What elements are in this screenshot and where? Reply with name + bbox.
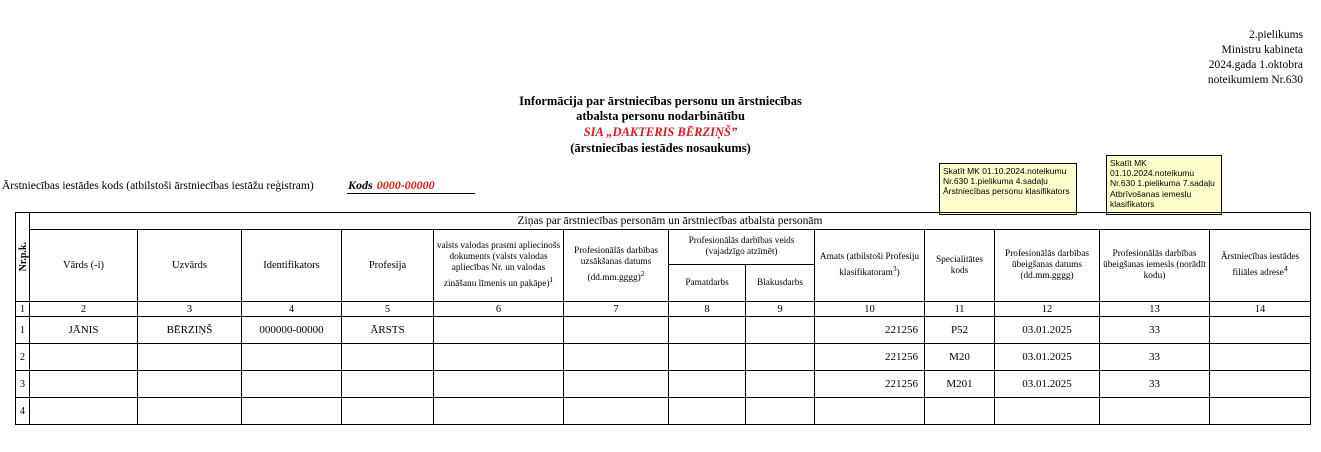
meta-line-3: 2024.gada 1.oktobra — [1208, 59, 1303, 71]
cell-beigsanas-datums[interactable]: 03.01.2025 — [995, 317, 1100, 344]
cell-beigsanas-iemesls[interactable] — [1100, 398, 1210, 425]
meta-line-1: 2.pielikums — [1249, 29, 1303, 41]
cell-uzvards[interactable] — [138, 371, 242, 398]
column-number-row — [16, 302, 1311, 317]
cell-valsts-valoda[interactable] — [434, 344, 564, 371]
meta-line-4: noteikumiem Nr.630 — [1207, 74, 1303, 86]
cell-vards[interactable]: JĀNIS — [30, 317, 138, 344]
note-persons-classifier: Skatīt MK 01.10.2024.noteikumu Nr.630 1.pielikuma 4.sadaļu Ārstniecības personu klasifikators — [939, 163, 1077, 215]
row-nr: 4 — [16, 398, 30, 425]
cell-identifikators[interactable] — [242, 398, 342, 425]
header-valsts-valoda-sup: 1 — [549, 274, 554, 284]
document-title-block — [0, 94, 1321, 156]
cell-vards[interactable] — [30, 398, 138, 425]
cell-amats[interactable]: 221256 — [815, 344, 925, 371]
header-uzsaksanas-datums — [564, 230, 669, 302]
cell-filiales-adrese[interactable] — [1210, 371, 1311, 398]
cell-filiales-adrese[interactable] — [1210, 317, 1311, 344]
header-uzsaksanas-datums-text: Profesionālās darbības uzsākšanas datums (dd.mm.gggg) — [574, 246, 658, 284]
header-nr — [16, 213, 30, 302]
colnum-6: 6 — [434, 302, 564, 317]
cell-specialitates-kods[interactable]: M201 — [925, 371, 995, 398]
row-nr: 3 — [16, 371, 30, 398]
cell-vards[interactable] — [30, 344, 138, 371]
header-filiales-adrese-sup: 4 — [1283, 263, 1288, 273]
colnum-9: 9 — [746, 302, 815, 317]
colnum-3: 3 — [138, 302, 242, 317]
cell-valsts-valoda[interactable] — [434, 371, 564, 398]
cell-amats[interactable]: 221256 — [815, 371, 925, 398]
header-beigsanas-datums: Profesionālās darbības ūbeigšanas datums (dd.mm.gggg) — [995, 230, 1100, 302]
cell-uzvards[interactable]: BĒRZIŅŠ — [138, 317, 242, 344]
cell-uzsaksanas-datums[interactable] — [564, 398, 669, 425]
table-row[interactable] — [16, 317, 1311, 344]
cell-profesija[interactable] — [342, 371, 434, 398]
cell-pamatdarbs[interactable] — [669, 317, 746, 344]
cell-identifikators[interactable] — [242, 371, 342, 398]
institution-code-value — [348, 178, 435, 193]
cell-blakusdarbs[interactable] — [746, 371, 815, 398]
cell-vards[interactable] — [30, 371, 138, 398]
cell-uzsaksanas-datums[interactable] — [564, 344, 669, 371]
header-amats — [815, 230, 925, 302]
cell-pamatdarbs[interactable] — [669, 371, 746, 398]
cell-filiales-adrese[interactable] — [1210, 398, 1311, 425]
cell-uzvards[interactable] — [138, 398, 242, 425]
header-amats-text: Amats (atbilstoši Profesiju klasifikatoram — [819, 251, 920, 279]
title-subtitle: (ārstniecības iestādes nosaukums) — [570, 141, 751, 155]
colnum-4: 4 — [242, 302, 342, 317]
colnum-13: 13 — [1100, 302, 1210, 317]
institution-code-label: Ārstniecības iestādes kods (atbilstoši ārstniecības iestāžu reģistram) — [2, 180, 314, 192]
table-row[interactable] — [16, 371, 1311, 398]
header-uzvards: Uzvārds — [138, 230, 242, 302]
company-name: SIA „DAKTERIS BĒRZIŅŠ” — [583, 125, 738, 139]
cell-identifikators[interactable]: 000000-00000 — [242, 317, 342, 344]
cell-specialitates-kods[interactable]: P52 — [925, 317, 995, 344]
table-header-row-1 — [16, 230, 1311, 265]
code-underline — [347, 193, 475, 194]
colnum-1: 1 — [16, 302, 30, 317]
header-specialitates-kods: Specialitātes kods — [925, 230, 995, 302]
cell-profesija[interactable] — [342, 398, 434, 425]
colnum-7: 7 — [564, 302, 669, 317]
cell-blakusdarbs[interactable] — [746, 398, 815, 425]
colnum-10: 10 — [815, 302, 925, 317]
title-line-1: Informācija par ārstniecības personu un ārstniecības — [519, 94, 802, 108]
cell-uzsaksanas-datums[interactable] — [564, 317, 669, 344]
code-word: Kods — [348, 178, 373, 192]
header-amats-end: ) — [896, 268, 900, 279]
header-darbibas-veids: Profesionālās darbības veids (vajadzīgo atzīmēt) — [669, 230, 815, 265]
title-line-2: atbalsta personu nodarbinātību — [576, 109, 745, 123]
header-filiales-adrese-text: Ārstniecības iestādes filiāles adrese — [1220, 251, 1300, 279]
cell-identifikators[interactable] — [242, 344, 342, 371]
colnum-2: 2 — [30, 302, 138, 317]
cell-beigsanas-datums[interactable]: 03.01.2025 — [995, 344, 1100, 371]
cell-filiales-adrese[interactable] — [1210, 344, 1311, 371]
cell-beigsanas-datums[interactable]: 03.01.2025 — [995, 371, 1100, 398]
header-valsts-valoda-text: valsts valodas prasmi apliecinošs dokuments (valsts valodas apliecības Nr. un valodas zināšanu līmenis un pakāpe) — [436, 240, 561, 290]
colnum-8: 8 — [669, 302, 746, 317]
colnum-12: 12 — [995, 302, 1100, 317]
header-amats-sup: 3 — [892, 263, 897, 273]
colnum-11: 11 — [925, 302, 995, 317]
cell-specialitates-kods[interactable]: M20 — [925, 344, 995, 371]
cell-specialitates-kods[interactable] — [925, 398, 995, 425]
header-uzsaksanas-datums-sup: 2 — [640, 269, 645, 279]
cell-profesija[interactable] — [342, 344, 434, 371]
note-dismissal-classifier: Skatīt MK 01.10.2024.noteikumu Nr.630 1.pielikuma 7.sadaļu Atbrīvošanas iemeslu klasifikators — [1106, 155, 1222, 215]
header-valsts-valoda — [434, 230, 564, 302]
header-identifikators: Identifikators — [242, 230, 342, 302]
header-vards: Vārds (-i) — [30, 230, 138, 302]
header-nr-label: Nr.p.k. — [18, 242, 29, 272]
employment-table — [15, 212, 1311, 425]
cell-beigsanas-iemesls[interactable]: 33 — [1100, 317, 1210, 344]
table-band-row — [16, 213, 1311, 230]
header-filiales-adrese — [1210, 230, 1311, 302]
row-nr: 1 — [16, 317, 30, 344]
header-profesija: Profesija — [342, 230, 434, 302]
cell-pamatdarbs[interactable] — [669, 344, 746, 371]
cell-valsts-valoda[interactable] — [434, 398, 564, 425]
cell-uzsaksanas-datums[interactable] — [564, 371, 669, 398]
header-pamatdarbs: Pamatdarbs — [669, 265, 746, 302]
code-number: 0000-00000 — [376, 178, 435, 192]
colnum-5: 5 — [342, 302, 434, 317]
cell-amats[interactable]: 221256 — [815, 317, 925, 344]
row-nr: 2 — [16, 344, 30, 371]
header-blakusdarbs: Blakusdarbs — [746, 265, 815, 302]
meta-line-2: Ministru kabineta — [1221, 44, 1303, 56]
cell-uzvards[interactable] — [138, 344, 242, 371]
cell-beigsanas-iemesls[interactable]: 33 — [1100, 344, 1210, 371]
document-meta — [1208, 28, 1303, 88]
cell-beigsanas-datums[interactable] — [995, 398, 1100, 425]
cell-beigsanas-iemesls[interactable]: 33 — [1100, 371, 1210, 398]
colnum-14: 14 — [1210, 302, 1311, 317]
table-row[interactable] — [16, 398, 1311, 425]
header-beigsanas-iemesls: Profesionālās darbības ūbeigšanas iemesls (norādīt kodu) — [1100, 230, 1210, 302]
table-row[interactable] — [16, 344, 1311, 371]
cell-valsts-valoda[interactable] — [434, 317, 564, 344]
cell-profesija[interactable]: ĀRSTS — [342, 317, 434, 344]
cell-pamatdarbs[interactable] — [669, 398, 746, 425]
cell-amats[interactable] — [815, 398, 925, 425]
cell-blakusdarbs[interactable] — [746, 317, 815, 344]
table-band-title: Ziņas par ārstniecības personām un ārstniecības atbalsta personām — [30, 213, 1311, 230]
cell-blakusdarbs[interactable] — [746, 344, 815, 371]
